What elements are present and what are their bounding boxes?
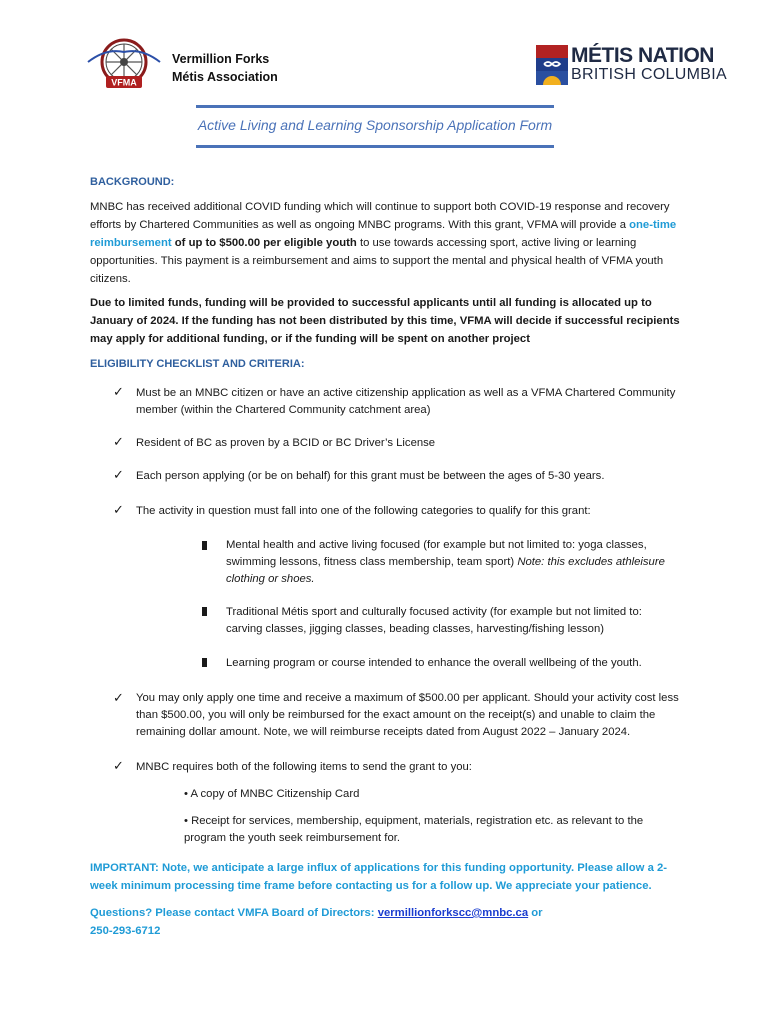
square-bullet-icon (202, 607, 207, 616)
check-icon: ✓ (113, 384, 124, 399)
reimbursement-highlight: one-time reimbursement (90, 219, 677, 249)
criteria-item-3: Each person applying (or be on behalf) for this grant must be between the ages of 5-30 years. (136, 470, 605, 482)
background-heading: BACKGROUND: (90, 176, 175, 188)
background-text-c: to use towards accessing sport, active living or learning opportunities. This payment is a reimbursement and aims to support the mental and physical health of VFMA youth citizens. (90, 237, 664, 285)
svg-text:VFMA: VFMA (111, 77, 137, 88)
funding-notice: Due to limited funds, funding will be provided to successful applicants until all funding is allocated up to January of 2024. If the funding has not been distributed by this time, VFMA will decide if successful recipients may apply for additional funding, or if the funding will be spent on another project (90, 297, 680, 345)
important-notice: IMPORTANT: Note, we anticipate a large influx of applications for this funding opportunity. Please allow a 2-week minimum processing time frame before contacting us for a follow up. We appreciate your patience. (90, 862, 668, 892)
category-item-2: Traditional Métis sport and culturally focused activity (for example but not limited to: carving classes, jigging classes, beading classes, harvesting/fishing lesson) (226, 606, 642, 635)
background-text-a: MNBC has received additional COVID funding which will continue to support both COVID-19 response and recovery efforts by Chartered Communities as well as ongoing MNBC programs. With this grant, VFMA will provide a (90, 201, 670, 231)
form-title: Active Living and Learning Sponsorship Application Form (197, 117, 553, 133)
requirement-item-2: • Receipt for services, membership, equipment, materials, registration etc. as relevant to the program the youth seek reimbursement for. (184, 815, 644, 844)
vfma-logo (86, 38, 162, 90)
title-rule-bottom (196, 145, 554, 148)
org-name-line1: Vermillion Forks (172, 52, 270, 66)
org-name (172, 50, 278, 86)
criteria-item-6: MNBC requires both of the following items to send the grant to you: (136, 761, 472, 773)
title-rule-top (196, 105, 554, 108)
eligibility-heading: ELIGIBILITY CHECKLIST AND CRITERIA: (90, 358, 305, 370)
wheel-logo-icon (86, 38, 162, 90)
contact-prefix: Questions? Please contact VMFA Board of Directors: (90, 907, 378, 919)
category-item-1-text: Mental health and active living focused (for example but not limited to: yoga classes, swimming lessons, fitness class membership, team sport) (226, 539, 647, 568)
org-name-line2: Métis Association (172, 70, 278, 84)
background-paragraph (90, 198, 690, 288)
square-bullet-icon (202, 541, 207, 550)
check-icon: ✓ (113, 690, 124, 705)
mnbc-title: MÉTIS NATION (571, 44, 714, 67)
square-bullet-icon (202, 658, 207, 667)
amount-highlight: of up to $500.00 per eligible youth (171, 237, 357, 249)
category-item-1-note: Note: this excludes athleisure clothing or shoes. (226, 556, 665, 585)
contact-phone: or 250-293-6712 (90, 907, 543, 937)
category-item-1 (226, 537, 676, 588)
mnbc-flag-icon (536, 45, 568, 85)
criteria-item-2: Resident of BC as proven by a BCID or BC Driver’s License (136, 437, 436, 449)
mnbc-subtitle: BRITISH COLUMBIA (571, 66, 727, 83)
contact-email-link[interactable]: vermillionforkscc@mnbc.ca (377, 907, 529, 919)
check-icon: ✓ (113, 467, 124, 482)
criteria-item-4: The activity in question must fall into one of the following categories to qualify for this grant: (136, 505, 591, 517)
criteria-item-5: You may only apply one time and receive a maximum of $500.00 per applicant. Should your activity cost less than $500.00, you will only be reimbursed for the exact amount on the receipt(s) and unable to claim the remaining dollar amount. Note, we will reimburse receipts dated from August 2022 – January 2024. (136, 692, 679, 738)
category-item-3: Learning program or course intended to enhance the overall wellbeing of the youth. (226, 657, 642, 669)
check-icon: ✓ (113, 502, 124, 517)
requirement-item-1: • A copy of MNBC Citizenship Card (184, 788, 360, 800)
criteria-item-1: Must be an MNBC citizen or have an active citizenship application as well as a VFMA Chartered Community member (within the Chartered Community catchment area) (136, 387, 676, 416)
check-icon: ✓ (113, 434, 124, 449)
contact-line (90, 904, 560, 940)
check-icon: ✓ (113, 758, 124, 773)
